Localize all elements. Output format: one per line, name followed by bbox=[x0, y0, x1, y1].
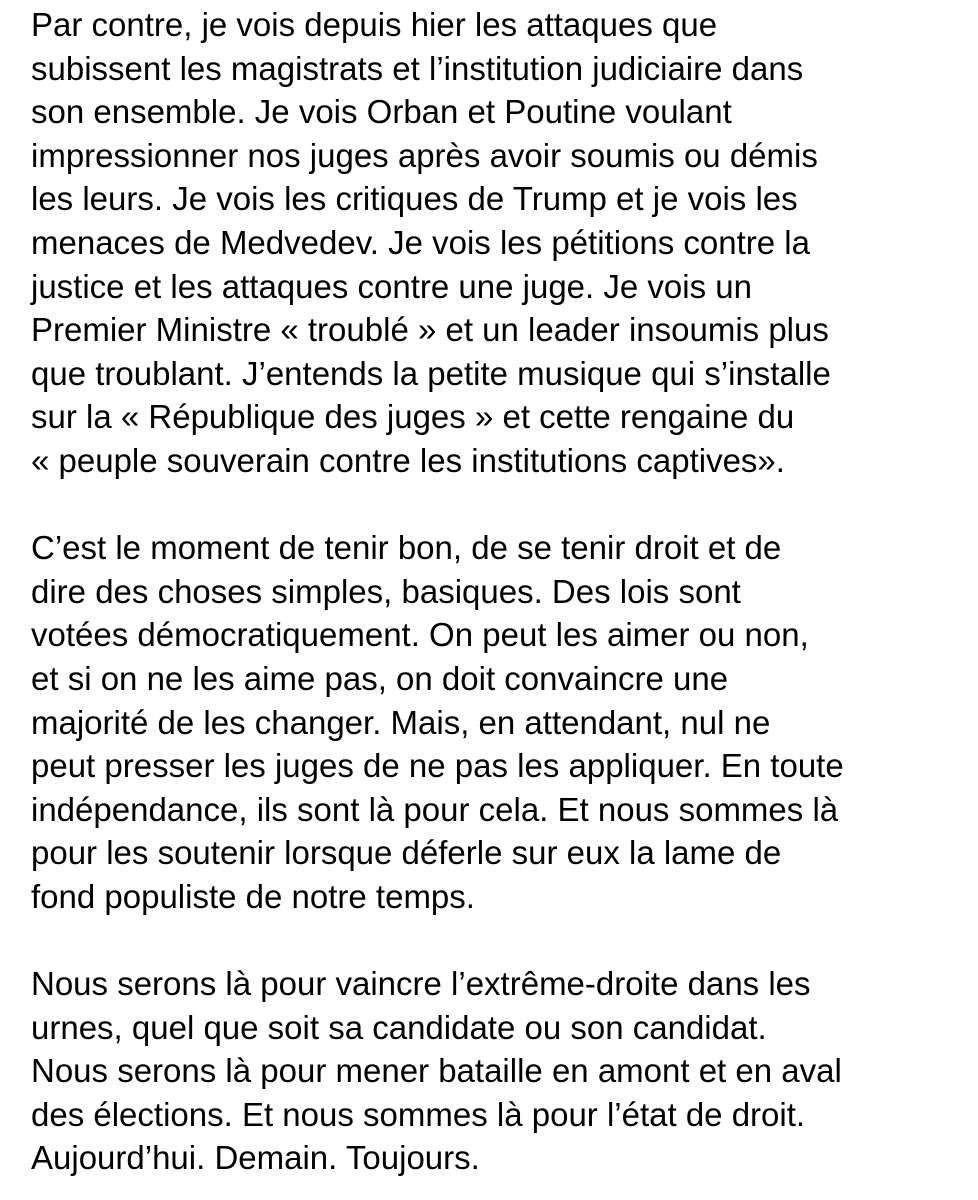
text-line: impressionner nos juges après avoir soumis ou démis bbox=[31, 136, 818, 174]
text-line: urnes, quel que soit sa candidate ou son candidat. bbox=[31, 1008, 767, 1046]
text-line: Premier Ministre « troublé » et un leader insoumis plus bbox=[31, 311, 829, 349]
text-line: indépendance, ils sont là pour cela. Et nous sommes là bbox=[31, 790, 839, 828]
text-line: Aujourd’hui. Demain. Toujours. bbox=[31, 1139, 480, 1177]
text-line: votées démocratiquement. On peut les aimer ou non, bbox=[31, 616, 809, 654]
text-line: les leurs. Je vois les critiques de Trump et je vois les bbox=[31, 180, 798, 218]
text-line: « peuple souverain contre les institutions captives». bbox=[31, 441, 785, 479]
paragraph-1 bbox=[31, 0, 971, 483]
paragraph-2 bbox=[31, 526, 971, 918]
document-text bbox=[31, 0, 971, 1180]
text-line: que troublant. J’entends la petite musique qui s’installe bbox=[31, 354, 831, 392]
text-line: C’est le moment de tenir bon, de se tenir droit et de bbox=[31, 529, 782, 567]
text-line: majorité de les changer. Mais, en attendant, nul ne bbox=[31, 703, 771, 741]
text-line: Par contre, je vois depuis hier les attaques que bbox=[31, 6, 718, 43]
text-line: Nous serons là pour mener bataille en amont et en aval bbox=[31, 1052, 842, 1090]
text-line: pour les soutenir lorsque déferle sur eux la lame de bbox=[31, 834, 782, 872]
text-line: fond populiste de notre temps. bbox=[31, 877, 475, 915]
text-line: dire des choses simples, basiques. Des lois sont bbox=[31, 572, 741, 610]
text-line: Nous serons là pour vaincre l’extrême-droite dans les bbox=[31, 965, 811, 1003]
text-line: justice et les attaques contre une juge. Je vois un bbox=[31, 267, 752, 305]
text-line: peut presser les juges de ne pas les appliquer. En toute bbox=[31, 747, 844, 785]
paragraph-3 bbox=[31, 962, 971, 1180]
text-line: des élections. Et nous sommes là pour l’état de droit. bbox=[31, 1095, 806, 1133]
text-line: son ensemble. Je vois Orban et Poutine voulant bbox=[31, 93, 732, 131]
text-line: subissent les magistrats et l’institution judiciaire dans bbox=[31, 49, 804, 87]
text-line: menaces de Medvedev. Je vois les pétitions contre la bbox=[31, 223, 810, 261]
text-line: et si on ne les aime pas, on doit convaincre une bbox=[31, 659, 729, 697]
text-line: sur la « République des juges » et cette rengaine du bbox=[31, 398, 795, 436]
